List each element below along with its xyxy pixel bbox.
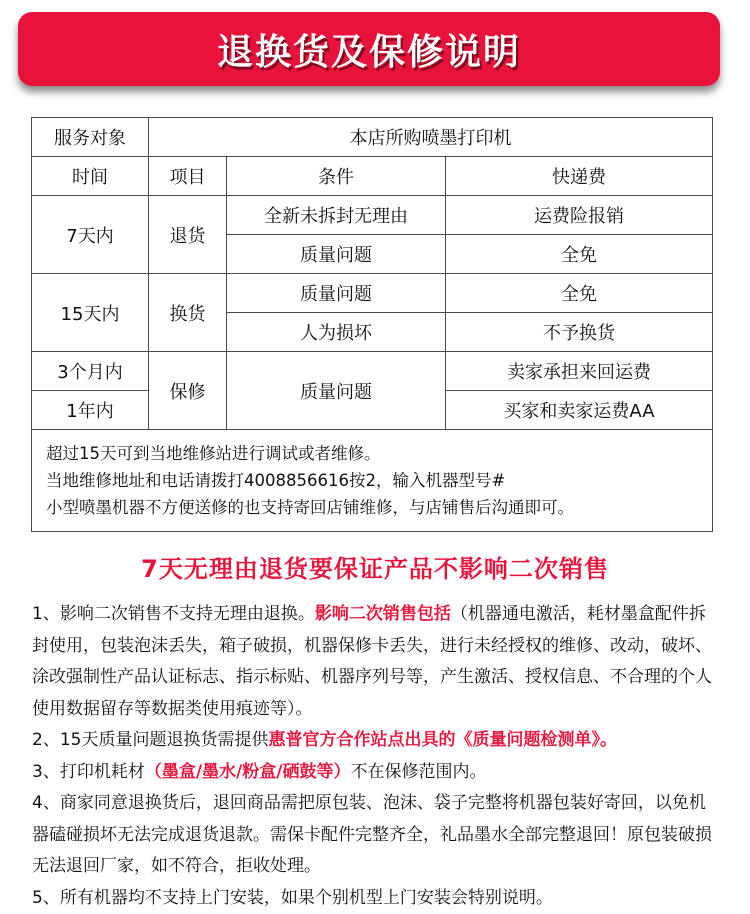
condition-cell: 质量问题 xyxy=(227,352,446,430)
column-header-fee: 快递费 xyxy=(446,157,713,196)
item-cell: 保修 xyxy=(149,352,227,430)
rule-text: 1、影响二次销售不支持无理由退换。 xyxy=(32,604,315,624)
rule-item: 4、商家同意退换货后，退回商品需把原包装、泡沫、袋子完整将机器包装好寄回，以免机器磕碰损坏无法完成退货退款。需保卡配件完整齐全，礼品墨水全部完整退回！原包装破损无法退回厂家，如不符合，拒收处理。 xyxy=(32,788,722,883)
rule-highlight: （墨盒/墨水/粉盒/硒鼓等） xyxy=(145,762,351,782)
policy-table xyxy=(31,117,713,532)
time-cell: 1年内 xyxy=(32,391,149,430)
section-subtitle: 7天无理由退货要保证产品不影响二次销售 xyxy=(0,549,750,584)
fee-cell: 买家和卖家运费AA xyxy=(446,391,713,430)
table-row-notes xyxy=(32,430,713,532)
header-banner xyxy=(18,12,720,86)
rule-text: 不在保修范围内。 xyxy=(350,762,486,782)
rule-text: 3、打印机耗材 xyxy=(32,762,145,782)
column-header-condition: 条件 xyxy=(227,157,446,196)
notes-cell xyxy=(32,430,713,532)
note-line: 小型喷墨机器不方便送修的也支持寄回店铺维修，与店铺售后沟通即可。 xyxy=(46,494,712,521)
table-row-service xyxy=(32,118,713,157)
rule-item: 5、所有机器均不支持上门安装，如果个别机型上门安装会特别说明。 xyxy=(32,883,722,914)
note-line: 当地维修地址和电话请拨打4008856616按2，输入机器型号# xyxy=(46,467,712,494)
item-cell: 退货 xyxy=(149,196,227,274)
rule-item xyxy=(32,757,722,789)
column-header-time: 时间 xyxy=(32,157,149,196)
rule-text: 2、15天质量问题退换货需提供 xyxy=(32,730,268,750)
fee-cell: 全免 xyxy=(446,274,713,313)
rule-text: （机器通电激活，耗材墨盒配件拆封使用，包装泡沫丢失，箱子破损，机器保修卡丢失，进行未经授权的维修、改动，破坏、涂改强制性产品认证标志、指示标贴、机器序列号等，产生激活、授权信息、不合理的个人使用数据留存等数据类使用痕迹等）。 xyxy=(32,604,712,719)
table-row xyxy=(32,352,713,391)
rule-highlight: 影响二次销售包括 xyxy=(315,604,451,624)
time-cell: 15天内 xyxy=(32,274,149,352)
time-cell: 3个月内 xyxy=(32,352,149,391)
rule-highlight: 惠普官方合作站点出具的《质量问题检测单》。 xyxy=(268,730,617,750)
rule-item xyxy=(32,599,722,725)
item-cell: 换货 xyxy=(149,274,227,352)
rule-item xyxy=(32,725,722,757)
fee-cell: 运费险报销 xyxy=(446,196,713,235)
service-label: 服务对象 xyxy=(32,118,149,157)
rules-list xyxy=(32,599,722,914)
fee-cell: 卖家承担来回运费 xyxy=(446,352,713,391)
column-header-item: 项目 xyxy=(149,157,227,196)
fee-cell: 全免 xyxy=(446,235,713,274)
page-title: 退换货及保修说明 xyxy=(217,24,521,75)
service-value: 本店所购喷墨打印机 xyxy=(149,118,713,157)
table-row xyxy=(32,274,713,313)
time-cell: 7天内 xyxy=(32,196,149,274)
note-line: 超过15天可到当地维修站进行调试或者维修。 xyxy=(46,440,712,467)
condition-cell: 人为损坏 xyxy=(227,313,446,352)
table-header-row xyxy=(32,157,713,196)
condition-cell: 全新未拆封无理由 xyxy=(227,196,446,235)
table-row xyxy=(32,196,713,235)
condition-cell: 质量问题 xyxy=(227,235,446,274)
fee-cell: 不予换货 xyxy=(446,313,713,352)
condition-cell: 质量问题 xyxy=(227,274,446,313)
